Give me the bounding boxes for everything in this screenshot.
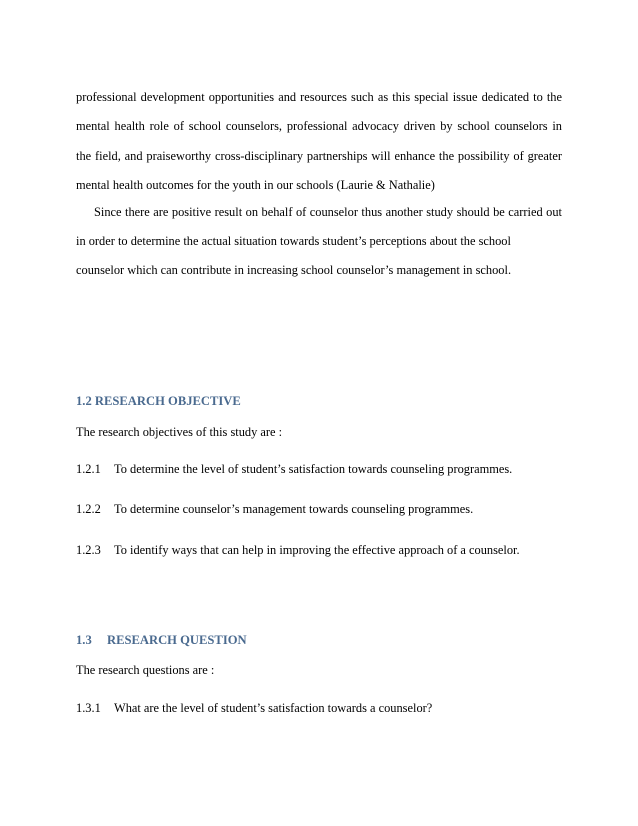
list-item-text: To determine the level of student’s satisfaction towards counseling programmes.: [114, 462, 513, 476]
paragraph-line: counselor which can contribute in increasing school counselor’s management in school.: [76, 263, 512, 277]
list-item-number: 1.2.3: [76, 543, 101, 557]
list-item-number: 1.2.1: [76, 462, 101, 476]
paragraph-line: the field, and praiseworthy cross-disciplinary partnerships will enhance the possibility of greater: [76, 149, 562, 163]
list-item: [76, 461, 562, 477]
section-heading-question: [76, 633, 247, 648]
list-item-text: To identify ways that can help in improving the effective approach of a counselor.: [114, 543, 520, 557]
list-item-text: What are the level of student’s satisfaction towards a counselor?: [114, 701, 433, 715]
paragraph-line: mental health role of school counselors, professional advocacy driven by school counselors in: [76, 119, 562, 133]
paragraph-line: in order to determine the actual situation towards student’s perceptions about the school: [76, 234, 511, 248]
section-heading-title: RESEARCH QUESTION: [107, 633, 247, 647]
list-item: [76, 542, 562, 558]
section-heading-number: 1.3: [76, 633, 92, 647]
paragraph-line: Since there are positive result on behalf of counselor thus another study should be carried out: [94, 205, 562, 219]
list-item-number: 1.2.2: [76, 502, 101, 516]
section-heading-objective: 1.2 RESEARCH OBJECTIVE: [76, 394, 241, 408]
list-item-number: 1.3.1: [76, 701, 101, 715]
list-item: [76, 700, 562, 716]
paragraph-line: professional development opportunities and resources such as this special issue dedicated to the: [76, 90, 562, 104]
section-intro: The research objectives of this study are :: [76, 425, 283, 439]
list-item-text: To determine counselor’s management towards counseling programmes.: [114, 502, 474, 516]
paragraph-line: mental health outcomes for the youth in our schools (Laurie & Nathalie): [76, 178, 435, 192]
list-item: [76, 501, 562, 517]
section-intro: The research questions are :: [76, 663, 215, 677]
